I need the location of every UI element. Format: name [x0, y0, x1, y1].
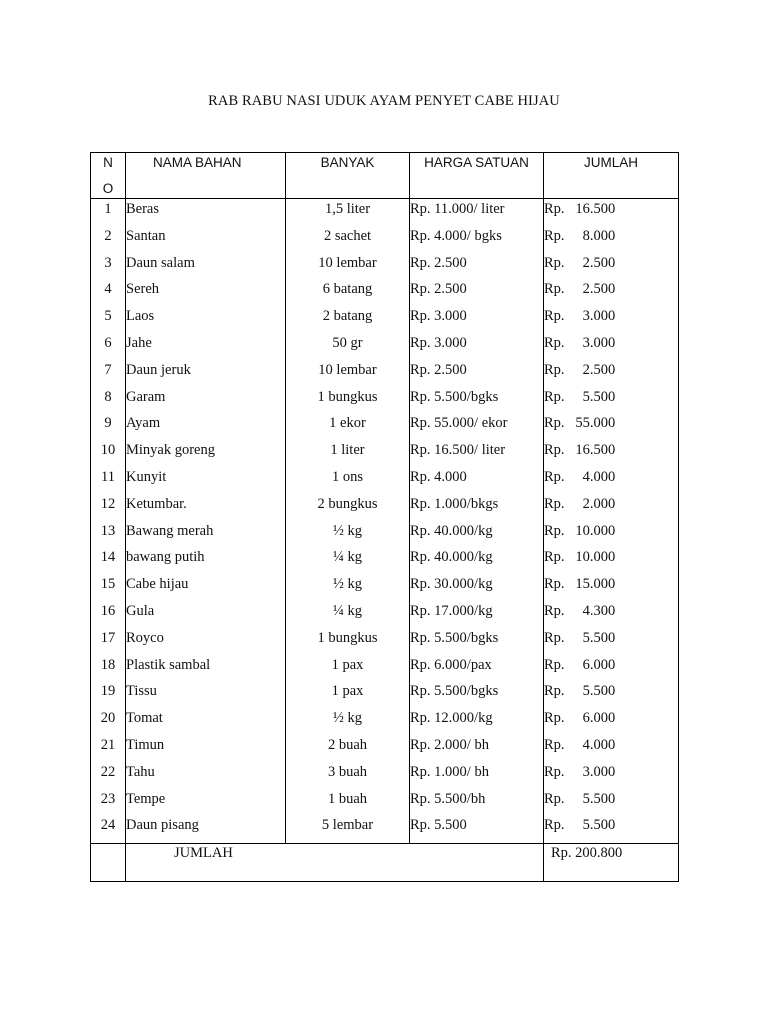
- unit-price: Rp. 5.500/bgks: [410, 682, 544, 709]
- ingredient-name: Laos: [126, 307, 286, 334]
- table-row: [91, 656, 679, 683]
- table-row: [91, 414, 679, 441]
- ingredient-name: Sereh: [126, 280, 286, 307]
- ingredient-name: Tempe: [126, 790, 286, 817]
- ingredient-name: Tomat: [126, 709, 286, 736]
- unit-price: Rp. 55.000/ ekor: [410, 414, 544, 441]
- amount: Rp. 10.000: [544, 548, 679, 575]
- quantity: 1,5 liter: [286, 199, 410, 227]
- quantity: 6 batang: [286, 280, 410, 307]
- table-row: [91, 227, 679, 254]
- unit-price: Rp. 40.000/kg: [410, 548, 544, 575]
- table-header-row: [91, 153, 679, 199]
- table-row: [91, 816, 679, 843]
- table-row: [91, 522, 679, 549]
- ingredient-name: Daun jeruk: [126, 361, 286, 388]
- quantity: 1 buah: [286, 790, 410, 817]
- row-number: 22: [91, 763, 126, 790]
- header-jumlah: JUMLAH: [544, 153, 679, 199]
- row-number: 2: [91, 227, 126, 254]
- ingredient-name: Ayam: [126, 414, 286, 441]
- unit-price: Rp. 2.500: [410, 280, 544, 307]
- table-row: [91, 790, 679, 817]
- amount: Rp. 16.500: [544, 199, 679, 227]
- unit-price: Rp. 40.000/kg: [410, 522, 544, 549]
- total-empty-cell: [91, 844, 126, 882]
- amount: Rp. 4.000: [544, 736, 679, 763]
- header-harga-satuan: HARGA SATUAN: [410, 153, 544, 199]
- amount: Rp. 6.000: [544, 656, 679, 683]
- quantity: 2 bungkus: [286, 495, 410, 522]
- unit-price: Rp. 12.000/kg: [410, 709, 544, 736]
- table-row: [91, 709, 679, 736]
- ingredient-name: Santan: [126, 227, 286, 254]
- quantity: 1 pax: [286, 682, 410, 709]
- budget-table: [90, 152, 679, 882]
- row-number: 23: [91, 790, 126, 817]
- unit-price: Rp. 16.500/ liter: [410, 441, 544, 468]
- row-number: 4: [91, 280, 126, 307]
- table-row: [91, 280, 679, 307]
- table-row: [91, 307, 679, 334]
- unit-price: Rp. 2.500: [410, 254, 544, 281]
- row-number: 24: [91, 816, 126, 843]
- amount: Rp. 15.000: [544, 575, 679, 602]
- unit-price: Rp. 2.000/ bh: [410, 736, 544, 763]
- ingredient-name: Kunyit: [126, 468, 286, 495]
- row-number: 19: [91, 682, 126, 709]
- table-row: [91, 763, 679, 790]
- quantity: ½ kg: [286, 709, 410, 736]
- quantity: 1 ons: [286, 468, 410, 495]
- ingredient-name: Cabe hijau: [126, 575, 286, 602]
- total-label: JUMLAH: [126, 844, 544, 882]
- row-number: 21: [91, 736, 126, 763]
- table-row: [91, 199, 679, 227]
- quantity: ¼ kg: [286, 548, 410, 575]
- ingredient-name: Garam: [126, 388, 286, 415]
- unit-price: Rp. 3.000: [410, 334, 544, 361]
- ingredient-name: Bawang merah: [126, 522, 286, 549]
- amount: Rp. 10.000: [544, 522, 679, 549]
- quantity: ½ kg: [286, 522, 410, 549]
- row-number: 8: [91, 388, 126, 415]
- ingredient-name: Ketumbar.: [126, 495, 286, 522]
- row-number: 18: [91, 656, 126, 683]
- quantity: 1 ekor: [286, 414, 410, 441]
- unit-price: Rp. 5.500/bgks: [410, 629, 544, 656]
- ingredient-name: Timun: [126, 736, 286, 763]
- ingredient-name: Tahu: [126, 763, 286, 790]
- unit-price: Rp. 3.000: [410, 307, 544, 334]
- ingredient-name: Daun pisang: [126, 816, 286, 843]
- total-value: Rp. 200.800: [544, 844, 679, 882]
- ingredient-name: Jahe: [126, 334, 286, 361]
- row-number: 3: [91, 254, 126, 281]
- quantity: 2 buah: [286, 736, 410, 763]
- amount: Rp. 6.000: [544, 709, 679, 736]
- header-no-line2: O: [102, 181, 114, 196]
- ingredient-name: Beras: [126, 199, 286, 227]
- row-number: 16: [91, 602, 126, 629]
- row-number: 6: [91, 334, 126, 361]
- table-row: [91, 548, 679, 575]
- row-number: 9: [91, 414, 126, 441]
- quantity: 2 sachet: [286, 227, 410, 254]
- row-number: 1: [91, 199, 126, 227]
- ingredient-name: Minyak goreng: [126, 441, 286, 468]
- amount: Rp. 4.000: [544, 468, 679, 495]
- amount: Rp. 5.500: [544, 790, 679, 817]
- amount: Rp. 5.500: [544, 629, 679, 656]
- table-row: [91, 254, 679, 281]
- amount: Rp. 3.000: [544, 763, 679, 790]
- amount: Rp. 3.000: [544, 334, 679, 361]
- row-number: 12: [91, 495, 126, 522]
- table-row: [91, 361, 679, 388]
- unit-price: Rp. 6.000/pax: [410, 656, 544, 683]
- amount: Rp. 8.000: [544, 227, 679, 254]
- table-body: [91, 199, 679, 844]
- row-number: 17: [91, 629, 126, 656]
- unit-price: Rp. 4.000: [410, 468, 544, 495]
- amount: Rp. 5.500: [544, 388, 679, 415]
- unit-price: Rp. 5.500/bgks: [410, 388, 544, 415]
- amount: Rp. 16.500: [544, 441, 679, 468]
- quantity: 5 lembar: [286, 816, 410, 843]
- quantity: 50 gr: [286, 334, 410, 361]
- header-no-line1: N: [103, 155, 113, 170]
- amount: Rp. 55.000: [544, 414, 679, 441]
- header-nama-bahan: NAMA BAHAN: [126, 153, 286, 199]
- quantity: 2 batang: [286, 307, 410, 334]
- table-row: [91, 388, 679, 415]
- table-row: [91, 629, 679, 656]
- quantity: 1 bungkus: [286, 388, 410, 415]
- unit-price: Rp. 11.000/ liter: [410, 199, 544, 227]
- header-banyak: BANYAK: [286, 153, 410, 199]
- unit-price: Rp. 5.500: [410, 816, 544, 843]
- row-number: 10: [91, 441, 126, 468]
- ingredient-name: Plastik sambal: [126, 656, 286, 683]
- document-title: RAB RABU NASI UDUK AYAM PENYET CABE HIJAU: [208, 93, 560, 109]
- unit-price: Rp. 1.000/bkgs: [410, 495, 544, 522]
- ingredient-name: Daun salam: [126, 254, 286, 281]
- quantity: 1 pax: [286, 656, 410, 683]
- quantity: 1 liter: [286, 441, 410, 468]
- quantity: 1 bungkus: [286, 629, 410, 656]
- table-row: [91, 441, 679, 468]
- table-row: [91, 334, 679, 361]
- quantity: 10 lembar: [286, 254, 410, 281]
- quantity: ¼ kg: [286, 602, 410, 629]
- row-number: 15: [91, 575, 126, 602]
- ingredient-name: Royco: [126, 629, 286, 656]
- table-row: [91, 602, 679, 629]
- row-number: 13: [91, 522, 126, 549]
- ingredient-name: bawang putih: [126, 548, 286, 575]
- amount: Rp. 5.500: [544, 682, 679, 709]
- header-no: [91, 153, 126, 199]
- unit-price: Rp. 1.000/ bh: [410, 763, 544, 790]
- unit-price: Rp. 30.000/kg: [410, 575, 544, 602]
- unit-price: Rp. 5.500/bh: [410, 790, 544, 817]
- total-row: [91, 844, 679, 882]
- unit-price: Rp. 4.000/ bgks: [410, 227, 544, 254]
- amount: Rp. 5.500: [544, 816, 679, 843]
- ingredient-name: Gula: [126, 602, 286, 629]
- amount: Rp. 2.000: [544, 495, 679, 522]
- table-row: [91, 575, 679, 602]
- unit-price: Rp. 2.500: [410, 361, 544, 388]
- amount: Rp. 2.500: [544, 280, 679, 307]
- table-row: [91, 468, 679, 495]
- table-row: [91, 495, 679, 522]
- unit-price: Rp. 17.000/kg: [410, 602, 544, 629]
- row-number: 5: [91, 307, 126, 334]
- table-row: [91, 682, 679, 709]
- table-row: [91, 736, 679, 763]
- row-number: 20: [91, 709, 126, 736]
- quantity: 3 buah: [286, 763, 410, 790]
- amount: Rp. 2.500: [544, 361, 679, 388]
- amount: Rp. 3.000: [544, 307, 679, 334]
- ingredient-name: Tissu: [126, 682, 286, 709]
- row-number: 11: [91, 468, 126, 495]
- amount: Rp. 2.500: [544, 254, 679, 281]
- row-number: 7: [91, 361, 126, 388]
- quantity: 10 lembar: [286, 361, 410, 388]
- amount: Rp. 4.300: [544, 602, 679, 629]
- row-number: 14: [91, 548, 126, 575]
- quantity: ½ kg: [286, 575, 410, 602]
